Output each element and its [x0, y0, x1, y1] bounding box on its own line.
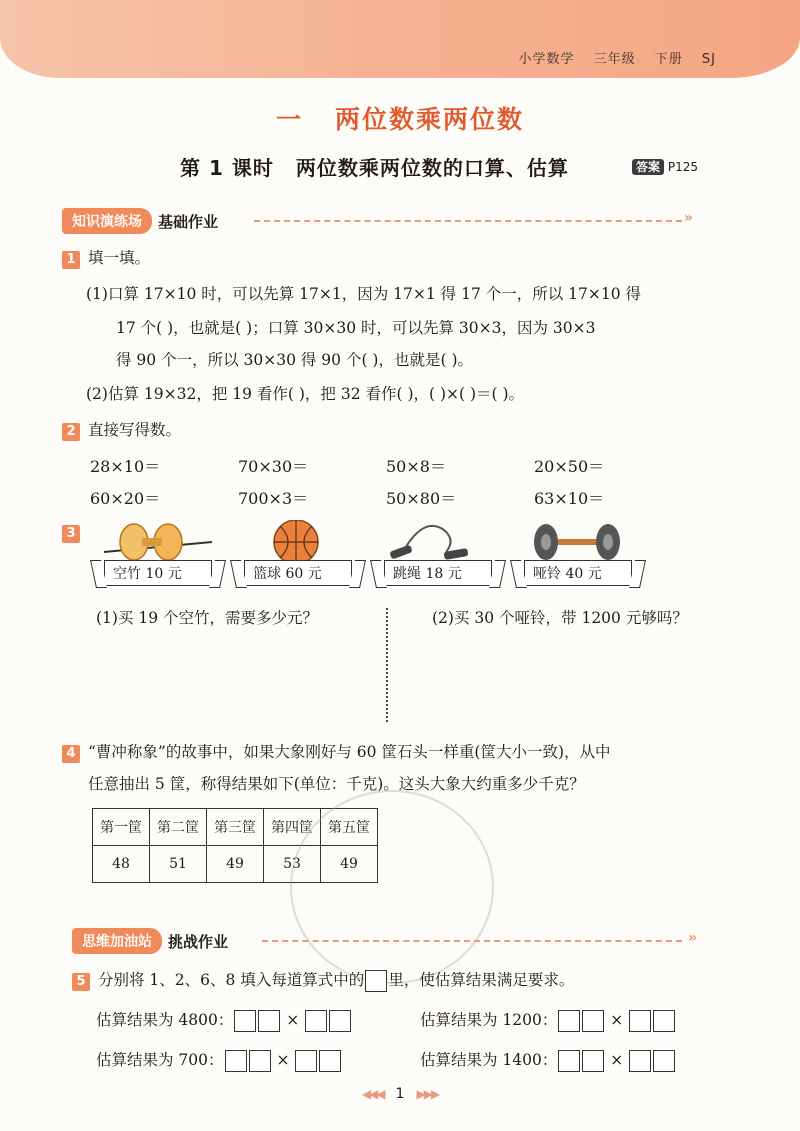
calc-item: 60×20＝: [90, 489, 161, 508]
page-footer: [0, 1086, 800, 1102]
estimate-label: 估算结果为 1200：: [420, 1011, 558, 1029]
lesson-number: 第 1 课时: [180, 156, 274, 180]
question-text: 分别将 1、2、6、8 填入每道算式中的: [98, 971, 365, 989]
calc-item: 700×3＝: [238, 489, 309, 508]
calc-item: 50×8＝: [386, 457, 446, 476]
chevron-right-icon: »: [688, 930, 698, 946]
answer-box: [365, 970, 387, 992]
watermark-stamp: [290, 790, 494, 984]
item-card-basketball: [244, 520, 364, 582]
answer-reference[interactable]: [632, 158, 698, 175]
question-text: “曹冲称象”的故事中，如果大象刚好与 60 筐石头一样重(筐大小一致)，从中: [88, 743, 611, 761]
prev-arrows-icon: ◀◀◀: [361, 1087, 384, 1101]
table-cell: 49: [207, 846, 264, 883]
table-header-cell: 第二筐: [150, 809, 207, 846]
price-label: 哑铃 40 元: [524, 560, 632, 586]
digit-box[interactable]: [629, 1050, 651, 1072]
estimate-label: 估算结果为 700：: [96, 1051, 224, 1069]
estimate-label: 估算结果为 4800：: [96, 1011, 234, 1029]
header-info: [504, 48, 716, 67]
question-5: [72, 970, 574, 992]
header-edition: SJ: [701, 52, 716, 67]
estimate-row-1400: 估算结果为 1400： ×: [420, 1050, 676, 1072]
q1-line-3: 得 90 个一，所以 30×30 得 90 个( )，也就是( )。: [116, 351, 473, 369]
digit-box[interactable]: [249, 1050, 271, 1072]
question-number: 1: [62, 251, 80, 269]
section-basic: [62, 208, 218, 232]
question-2-title: [62, 420, 181, 441]
lesson-title: [180, 152, 569, 181]
q1-line-4: (2)估算 19×32，把 19 看作( )，把 32 看作( )，( )×( )＝( )。: [86, 385, 525, 403]
q3-sub-2: (2)买 30 个哑铃，带 1200 元够吗？: [432, 609, 688, 627]
digit-box[interactable]: [653, 1050, 675, 1072]
answer-page: P125: [667, 160, 698, 174]
table-cell: 48: [93, 846, 150, 883]
estimate-row-1200: 估算结果为 1200： ×: [420, 1010, 676, 1032]
digit-box[interactable]: [305, 1010, 327, 1032]
question-4-line-2: 任意抽出 5 筐，称得结果如下(单位：千克)。这头大象大约重多少千克？: [88, 775, 585, 793]
question-number: 3: [62, 525, 80, 543]
table-header-cell: 第五筐: [321, 809, 378, 846]
question-text: 直接写得数。: [88, 421, 182, 439]
calc-item: 70×30＝: [238, 457, 309, 476]
chevron-right-icon: »: [684, 210, 694, 226]
calc-item: 20×50＝: [534, 457, 605, 476]
digit-box[interactable]: [582, 1050, 604, 1072]
estimate-row-4800: 估算结果为 4800： ×: [96, 1010, 352, 1032]
vertical-divider: [386, 608, 388, 722]
section-title: 挑战作业: [168, 932, 229, 951]
question-3-number: [62, 522, 88, 543]
question-4-line-1: [62, 742, 611, 763]
digit-box[interactable]: [234, 1010, 256, 1032]
q1-line-2: 17 个( )，也就是( )；口算 30×30 时，可以先算 30×3，因为 30×3: [116, 319, 596, 337]
digit-box[interactable]: [558, 1050, 580, 1072]
table-cell: 51: [150, 846, 207, 883]
table-header-cell: 第四筐: [264, 809, 321, 846]
calc-item: 28×10＝: [90, 457, 161, 476]
digit-box[interactable]: [582, 1010, 604, 1032]
digit-box[interactable]: [558, 1010, 580, 1032]
chapter-number: 一: [275, 105, 303, 134]
digit-box[interactable]: [258, 1010, 280, 1032]
diabolo-icon: [104, 520, 214, 564]
next-arrows-icon: ▶▶▶: [416, 1087, 439, 1101]
item-card-diabolo: [104, 520, 224, 582]
header-volume: 下册: [654, 52, 683, 67]
item-card-dumbbell: [524, 520, 644, 582]
calc-item: 63×10＝: [534, 489, 605, 508]
question-text: 里，使估算结果满足要求。: [388, 971, 575, 989]
price-label: 篮球 60 元: [244, 560, 352, 586]
question-text: 填一填。: [88, 249, 151, 267]
divider-line: [262, 940, 682, 942]
estimate-row-700: 估算结果为 700： ×: [96, 1050, 342, 1072]
question-1-title: [62, 248, 150, 269]
question-number: 5: [72, 973, 90, 991]
jump-rope-icon: [384, 520, 494, 564]
table-header-cell: 第一筐: [93, 809, 150, 846]
section-tag: 思维加油站: [72, 928, 162, 954]
question-number: 2: [62, 423, 80, 441]
digit-box[interactable]: [319, 1050, 341, 1072]
lesson-name: 两位数乘两位数的口算、估算: [295, 156, 569, 180]
chapter-title: [0, 100, 800, 136]
digit-box[interactable]: [629, 1010, 651, 1032]
header-grade: 三年级: [593, 52, 636, 67]
digit-box[interactable]: [653, 1010, 675, 1032]
basketball-icon: [244, 520, 354, 564]
table-cell: 49: [321, 846, 378, 883]
q3-sub-1: (1)买 19 个空竹，需要多少元？: [96, 609, 319, 627]
question-number: 4: [62, 745, 80, 763]
header-subject: 小学数学: [518, 52, 575, 67]
digit-box[interactable]: [295, 1050, 317, 1072]
digit-box[interactable]: [225, 1050, 247, 1072]
chapter-name: 两位数乘两位数: [335, 105, 525, 134]
section-tag: 知识演练场: [62, 208, 152, 234]
q1-line-1: (1)口算 17×10 时，可以先算 17×1，因为 17×1 得 17 个一，所以 17×10 得: [86, 285, 642, 303]
section-challenge: [72, 928, 228, 952]
price-label: 跳绳 18 元: [384, 560, 492, 586]
answer-tag: 答案: [632, 159, 664, 175]
table-cell: 53: [264, 846, 321, 883]
table-header-cell: 第三筐: [207, 809, 264, 846]
section-title: 基础作业: [158, 212, 219, 231]
divider-line: [254, 220, 682, 222]
item-card-jump-rope: [384, 520, 504, 582]
estimate-label: 估算结果为 1400：: [420, 1051, 558, 1069]
dumbbell-icon: [524, 520, 634, 564]
price-label: 空竹 10 元: [104, 560, 212, 586]
digit-box[interactable]: [329, 1010, 351, 1032]
calc-item: 50×80＝: [386, 489, 457, 508]
page-number: 1: [395, 1086, 405, 1102]
